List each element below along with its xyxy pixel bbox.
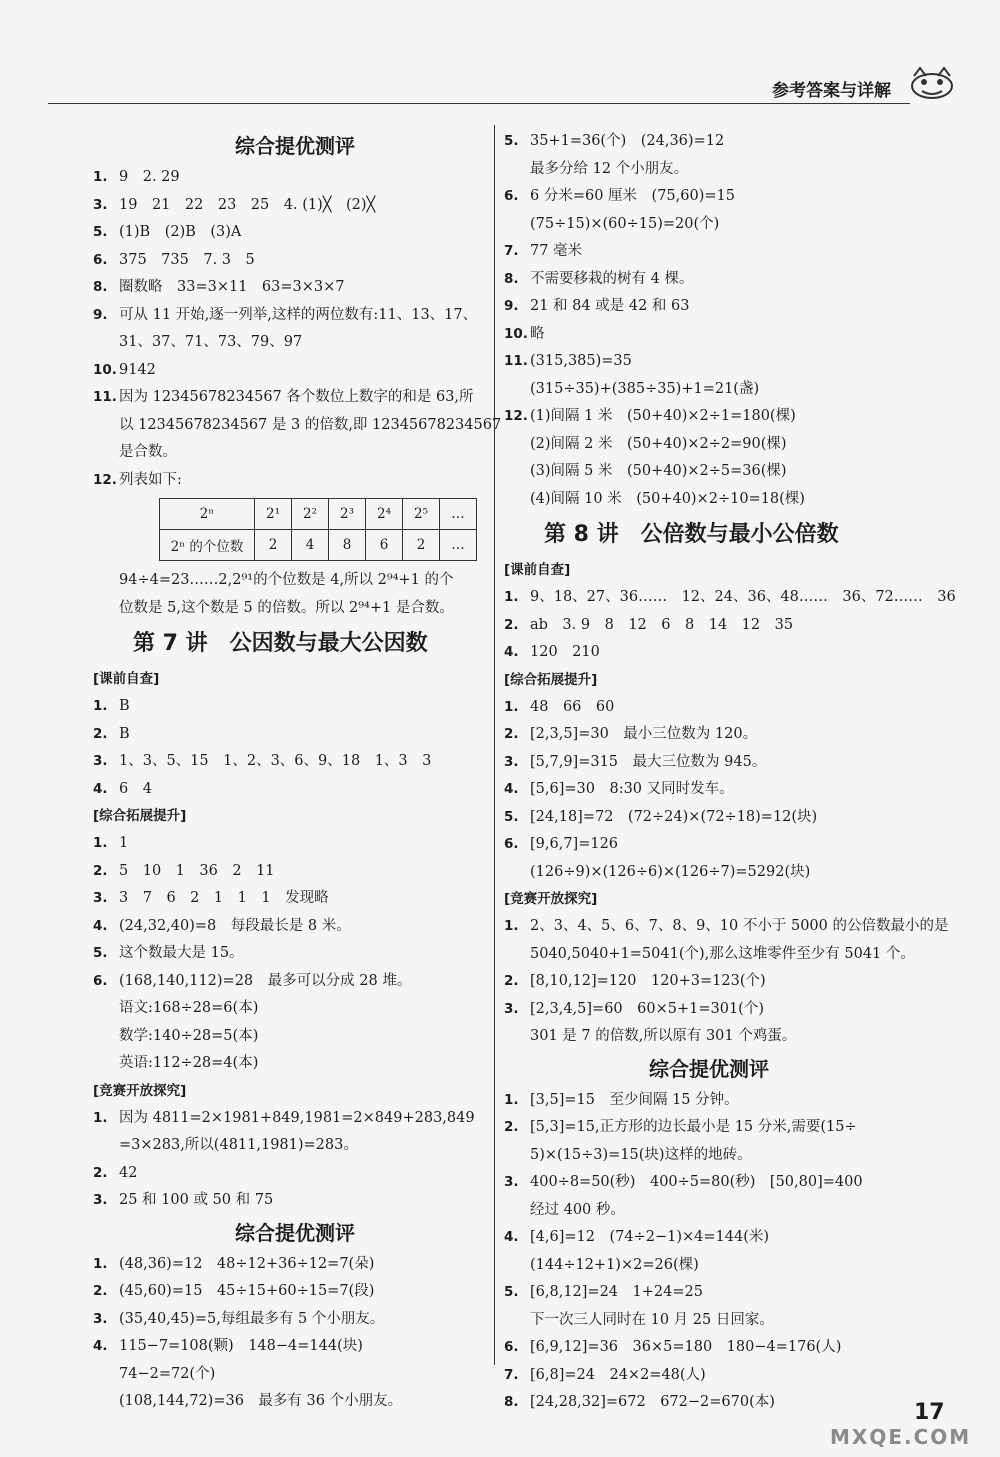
answer-row [504,486,914,514]
answer-row [93,219,497,247]
answer-text: 2、3、4、5、6、7、8、9、10 不小于 5000 的公倍数最小的是 [530,918,949,934]
answer-row [504,211,914,239]
answer-row [93,830,497,858]
chapter-title: 公因数与最大公因数 [229,631,428,656]
power-table [159,498,477,561]
answer-text: 74−2=72(个) [119,1365,216,1382]
answer-row [504,1389,914,1417]
answer-text: (315,385)=35 [530,353,632,369]
answer-row [93,913,497,941]
answer-text: ab 3. 9 8 12 6 8 14 12 35 [530,616,794,633]
answer-row [93,1050,497,1078]
answer-text: 1 [119,835,129,851]
text-line: 94÷4=23……2,2⁹¹的个位数是 4,所以 2⁹⁴+1 的个 [119,572,454,588]
answer-text: 可从 11 开始,逐一列举,这样的两位数有:11、13、17、 [119,306,478,323]
table-cell: 2³ [329,499,366,530]
answer-row [93,1132,497,1160]
answer-text: 5 10 1 36 2 11 [119,862,275,879]
answer-row [504,1087,914,1115]
answer-text: 5)×(15÷3)=15(块)这样的地砖。 [530,1146,752,1163]
answer-row [93,1160,497,1188]
answer-text: 最多分给 12 个小朋友。 [530,160,689,177]
answer-text: [24,28,32]=672 672−2=670(本) [530,1394,775,1410]
answer-text: [5,7,9]=315 最大三位数为 945。 [530,753,767,770]
header-rule [48,103,910,104]
answer-text: (4)间隔 10 米 (50+40)×2÷10=18(棵) [530,490,805,507]
table-cell: 2⁵ [403,499,440,530]
item-number: 4. [93,917,108,934]
answer-row [504,431,914,459]
answer-row [504,831,914,859]
answer-row [504,376,914,404]
answer-text: 301 是 7 的倍数,所以原有 301 个鸡蛋。 [530,1028,797,1044]
table-cell: … [440,530,477,561]
answer-row [93,1306,497,1334]
item-number: 2. [93,725,108,742]
answer-row [504,1142,914,1170]
item-number: 1. [504,918,519,934]
answer-text: 圈数略 33=3×11 63=3×3×7 [119,279,345,295]
answer-text: 31、37、71、73、79、97 [119,334,303,350]
answer-text: (144÷12+1)×2=26(棵) [530,1256,699,1273]
answer-row [93,247,497,275]
section-tag: [课前自查] [504,562,571,578]
item-number: 4. [93,1338,108,1354]
answer-row [93,1333,497,1361]
table-cell: 4 [292,530,329,561]
item-number: 6. [93,251,108,268]
answer-text: (3)间隔 5 米 (50+40)×2÷5=36(棵) [530,463,787,479]
answer-row [93,412,502,440]
answer-row [504,321,914,349]
answer-row [504,1252,914,1280]
item-number: 1. [93,1255,108,1272]
answer-text: 9 2. 29 [119,169,180,185]
chapter-number: 第 8 讲 [544,522,619,547]
item-number: 5. [93,224,108,240]
answer-text: (108,144,72)=36 最多有 36 个小朋友。 [119,1393,403,1409]
answer-row [93,1105,497,1133]
answer-text: 21 和 84 或是 42 和 63 [530,298,690,314]
item-number: 3. [93,753,108,769]
item-number: 1. [93,835,108,851]
answer-row [504,804,914,832]
answer-list [93,830,497,1078]
answer-text: 略 [530,325,545,342]
answer-text: (35,40,45)=5,每组最多有 5 个小朋友。 [119,1310,385,1327]
table-cell: 2⁴ [366,499,403,530]
answer-text: 77 毫米 [530,243,583,259]
answer-text: 120 210 [530,644,600,660]
answer-row [504,968,914,996]
answer-row [504,776,914,804]
answer-row [504,266,914,294]
answer-row [93,995,497,1023]
answer-text: =3×283,所以(4811,1981)=283。 [119,1137,358,1153]
answer-row [504,458,914,486]
answer-text: (75÷15)×(60÷15)=20(个) [530,215,720,232]
answer-row [93,885,497,913]
section-tag: [课前自查] [93,671,160,687]
answer-row [93,1361,497,1389]
item-number: 2. [93,1283,108,1299]
answer-row [504,694,914,722]
answer-text: 48 66 60 [530,698,615,715]
answer-row [93,467,497,495]
table-cell: 2¹ [255,499,292,530]
answer-row [504,1334,914,1362]
answer-row [93,357,497,385]
item-number: 2. [504,616,519,633]
answer-text: [3,5]=15 至少间隔 15 分钟。 [530,1091,739,1108]
item-number: 4. [93,780,108,797]
section-tag: [综合拓展提升] [93,808,187,824]
section-tag: [竞赛开放探究] [504,891,598,907]
section-title: 综合提优测评 [235,134,355,158]
answer-row [93,329,497,357]
watermark: MXQE.COM [830,1425,972,1449]
answer-row [93,302,497,330]
answer-text: B [119,698,130,714]
answer-row [93,164,497,192]
answer-row [504,941,914,969]
answer-row [93,748,497,776]
answer-row [504,1114,914,1142]
answer-row [93,192,497,220]
answer-row [93,721,497,749]
table-cell: … [440,499,477,530]
item-number: 12. [504,408,528,424]
chapter-title: 公倍数与最小公倍数 [640,522,839,547]
item-number: 6. [504,1339,519,1355]
item-number: 9. [504,298,519,314]
item-number: 8. [93,279,108,295]
left-column [93,128,502,1416]
answer-row [504,859,914,887]
answer-row [504,293,914,321]
answer-text: (48,36)=12 48÷12+36÷12=7(朵) [119,1255,375,1272]
item-number: 6. [93,972,108,989]
answer-text: 42 [119,1164,138,1181]
item-number: 2. [504,726,519,742]
item-number: 3. [93,196,108,213]
answer-text: 19 21 22 23 25 4. (1)╳ (2)╳ [119,196,376,213]
answer-row [93,1388,497,1416]
chapter-heading [504,513,914,557]
answer-row [504,612,914,640]
answer-row [504,996,914,1024]
item-number: 4. [504,1229,519,1245]
answer-row [93,439,497,467]
item-number: 6. [504,188,519,204]
answer-text: [5,6]=30 8:30 又同时发车。 [530,781,734,797]
answer-text: [8,10,12]=120 120+3=123(个) [530,973,766,989]
answer-text: (315÷35)+(385÷35)+1=21(盏) [530,380,760,397]
item-number: 3. [93,890,108,906]
answer-text: B [119,725,130,742]
item-number: 11. [93,389,117,405]
item-number: 5. [93,945,108,961]
answer-text: (1)间隔 1 米 (50+40)×2÷1=180(棵) [530,408,796,424]
answer-row [504,1023,914,1051]
table-cell: 2² [292,499,329,530]
item-number: 2. [504,973,519,989]
answer-row [504,183,914,211]
item-number: 1. [93,698,108,714]
answer-text: (168,140,112)=28 最多可以分成 28 堆。 [119,972,412,989]
page-number: 17 [914,1400,945,1425]
table-head: 2ⁿ 的个位数 [160,530,255,561]
answer-text: 因为 4811=2×1981+849,1981=2×849+283,849 [119,1109,475,1126]
answer-row [504,238,914,266]
answer-row [504,749,914,777]
right-column [504,128,956,1417]
chapter-number: 第 7 讲 [133,631,208,656]
table-cell: 8 [329,530,366,561]
answer-text: 下一次三人同时在 10 月 25 日回家。 [530,1311,774,1328]
item-number: 5. [504,133,519,149]
table-cell: 2 [403,530,440,561]
item-number: 4. [504,781,519,797]
item-number: 1. [93,1109,108,1126]
answer-text: 数学:140÷28=5(本) [119,1027,259,1044]
item-number: 6. [504,836,519,852]
answer-text: 6 分米=60 厘米 (75,60)=15 [530,188,735,204]
item-number: 1. [93,169,108,185]
answer-row [504,1197,914,1225]
answer-text: 3 7 6 2 1 1 1 发现略 [119,890,329,906]
item-number: 10. [504,325,528,342]
text-line: 位数是 5,这个数是 5 的倍数。所以 2⁹⁴+1 是合数。 [119,599,454,616]
answer-text: (45,60)=15 45÷15+60÷15=7(段) [119,1283,375,1299]
answer-text: 5040,5040+1=5041(个),那么这堆零件至少有 5041 个。 [530,945,915,962]
answer-text: (126÷9)×(126÷6)×(126÷7)=5292(块) [530,863,811,880]
answer-list [93,693,497,803]
item-number: 2. [93,1164,108,1181]
answer-row [504,403,914,431]
table-cell: 2 [255,530,292,561]
item-number: 4. [504,644,519,660]
section-tag: [竞赛开放探究] [93,1082,187,1099]
answer-list [93,1251,497,1416]
answer-row [93,1278,497,1306]
answer-text: 这个数最大是 15。 [119,945,244,961]
answer-row [504,128,914,156]
answer-text: [2,3,4,5]=60 60×5+1=301(个) [530,1000,764,1017]
answer-row [504,721,914,749]
answer-row [93,1251,497,1279]
answer-text: (2)间隔 2 米 (50+40)×2÷2=90(棵) [530,435,787,452]
item-number: 7. [504,1366,519,1383]
answer-text: 9、18、27、36…… 12、24、36、48…… 36、72…… 36 [530,589,956,605]
item-number: 2. [504,1119,519,1135]
answer-row [93,858,497,886]
item-number: 5. [504,1284,519,1300]
item-number: 3. [93,1310,108,1327]
item-number: 1. [504,589,519,605]
answer-row [504,1224,914,1252]
answer-list [93,164,502,494]
answer-list [504,584,956,667]
answer-text: 6 4 [119,780,152,797]
answer-text: [2,3,5]=30 最小三位数为 120。 [530,726,758,742]
item-number: 12. [93,471,117,488]
answer-text: 列表如下: [119,471,182,488]
item-number: 10. [93,361,117,378]
answer-text: 因为 12345678234567 各个数位上数字的和是 63,所 [119,389,474,405]
answer-list [504,1087,914,1417]
answer-row [93,384,497,412]
item-number: 2. [93,862,108,879]
item-number: 5. [504,808,519,825]
answer-row [93,968,497,996]
header-title: 参考答案与详解 [772,81,891,101]
answer-row [504,639,914,667]
answer-text: [24,18]=72 (72÷24)×(72÷18)=12(块) [530,808,818,825]
answer-list [504,913,949,1051]
answer-row [504,1307,914,1335]
answer-row [504,1279,914,1307]
item-number: 8. [504,270,519,287]
answer-row [93,274,497,302]
answer-text: (1)B (2)B (3)A [119,224,242,240]
answer-text: 115−7=108(颗) 148−4=144(块) [119,1338,363,1354]
answer-row [93,1187,497,1215]
section-title: 综合提优测评 [649,1056,769,1081]
item-number: 7. [504,243,519,259]
answer-text: 25 和 100 或 50 和 75 [119,1192,274,1208]
item-number: 9. [93,306,108,323]
answer-text: 1、3、5、15 1、2、3、6、9、18 1、3 3 [119,753,432,769]
answer-row [504,584,956,612]
answer-text: 以 12345678234567 是 3 的倍数,即 12345678234567 [119,416,502,433]
answer-text: 是合数。 [119,444,177,460]
answer-row [93,776,497,804]
section-tag: [综合拓展提升] [504,671,598,688]
answer-row [93,940,497,968]
answer-text: 不需要移栽的树有 4 棵。 [530,270,694,287]
answer-text: [6,8,12]=24 1+24=25 [530,1284,703,1300]
answer-list [504,694,914,887]
item-number: 8. [504,1394,519,1410]
item-number: 1. [504,1091,519,1108]
answer-row [504,1362,914,1390]
answer-row [93,1023,497,1051]
answer-row [504,1169,914,1197]
answer-text: [6,9,12]=36 36×5=180 180−4=176(人) [530,1339,842,1355]
answer-text: [4,6]=12 (74÷2−1)×4=144(米) [530,1229,770,1245]
answer-text: 9142 [119,361,156,378]
answer-text: 375 735 7. 3 5 [119,251,255,268]
answer-row [504,913,949,941]
answer-text: [6,8]=24 24×2=48(人) [530,1366,706,1383]
section-title: 综合提优测评 [235,1220,355,1245]
mascot-icon [906,66,958,100]
answer-row [93,693,497,721]
answer-text: 语文:168÷28=6(本) [119,1000,259,1016]
answer-text: [5,3]=15,正方形的边长最小是 15 分米,需要(15÷ [530,1119,857,1135]
answer-row [504,156,914,184]
answer-text: 35+1=36(个) (24,36)=12 [530,133,725,149]
table-head: 2ⁿ [160,499,255,530]
answer-row [504,348,914,376]
item-number: 1. [504,698,519,715]
item-number: 3. [504,1174,519,1190]
answer-list [504,128,914,513]
item-number: 11. [504,353,528,369]
answer-text: 经过 400 秒。 [530,1201,625,1218]
answer-text: 英语:112÷28=4(本) [119,1055,259,1071]
item-number: 3. [93,1192,108,1208]
answer-list [93,1105,497,1215]
item-number: 3. [504,1000,519,1017]
item-number: 3. [504,753,519,770]
answer-text: (24,32,40)=8 每段最长是 8 米。 [119,917,351,934]
table-cell: 6 [366,530,403,561]
chapter-heading [93,622,497,666]
answer-text: [9,6,7]=126 [530,836,619,852]
answer-text: 400÷8=50(秒) 400÷5=80(秒) [50,80]=400 [530,1174,863,1190]
